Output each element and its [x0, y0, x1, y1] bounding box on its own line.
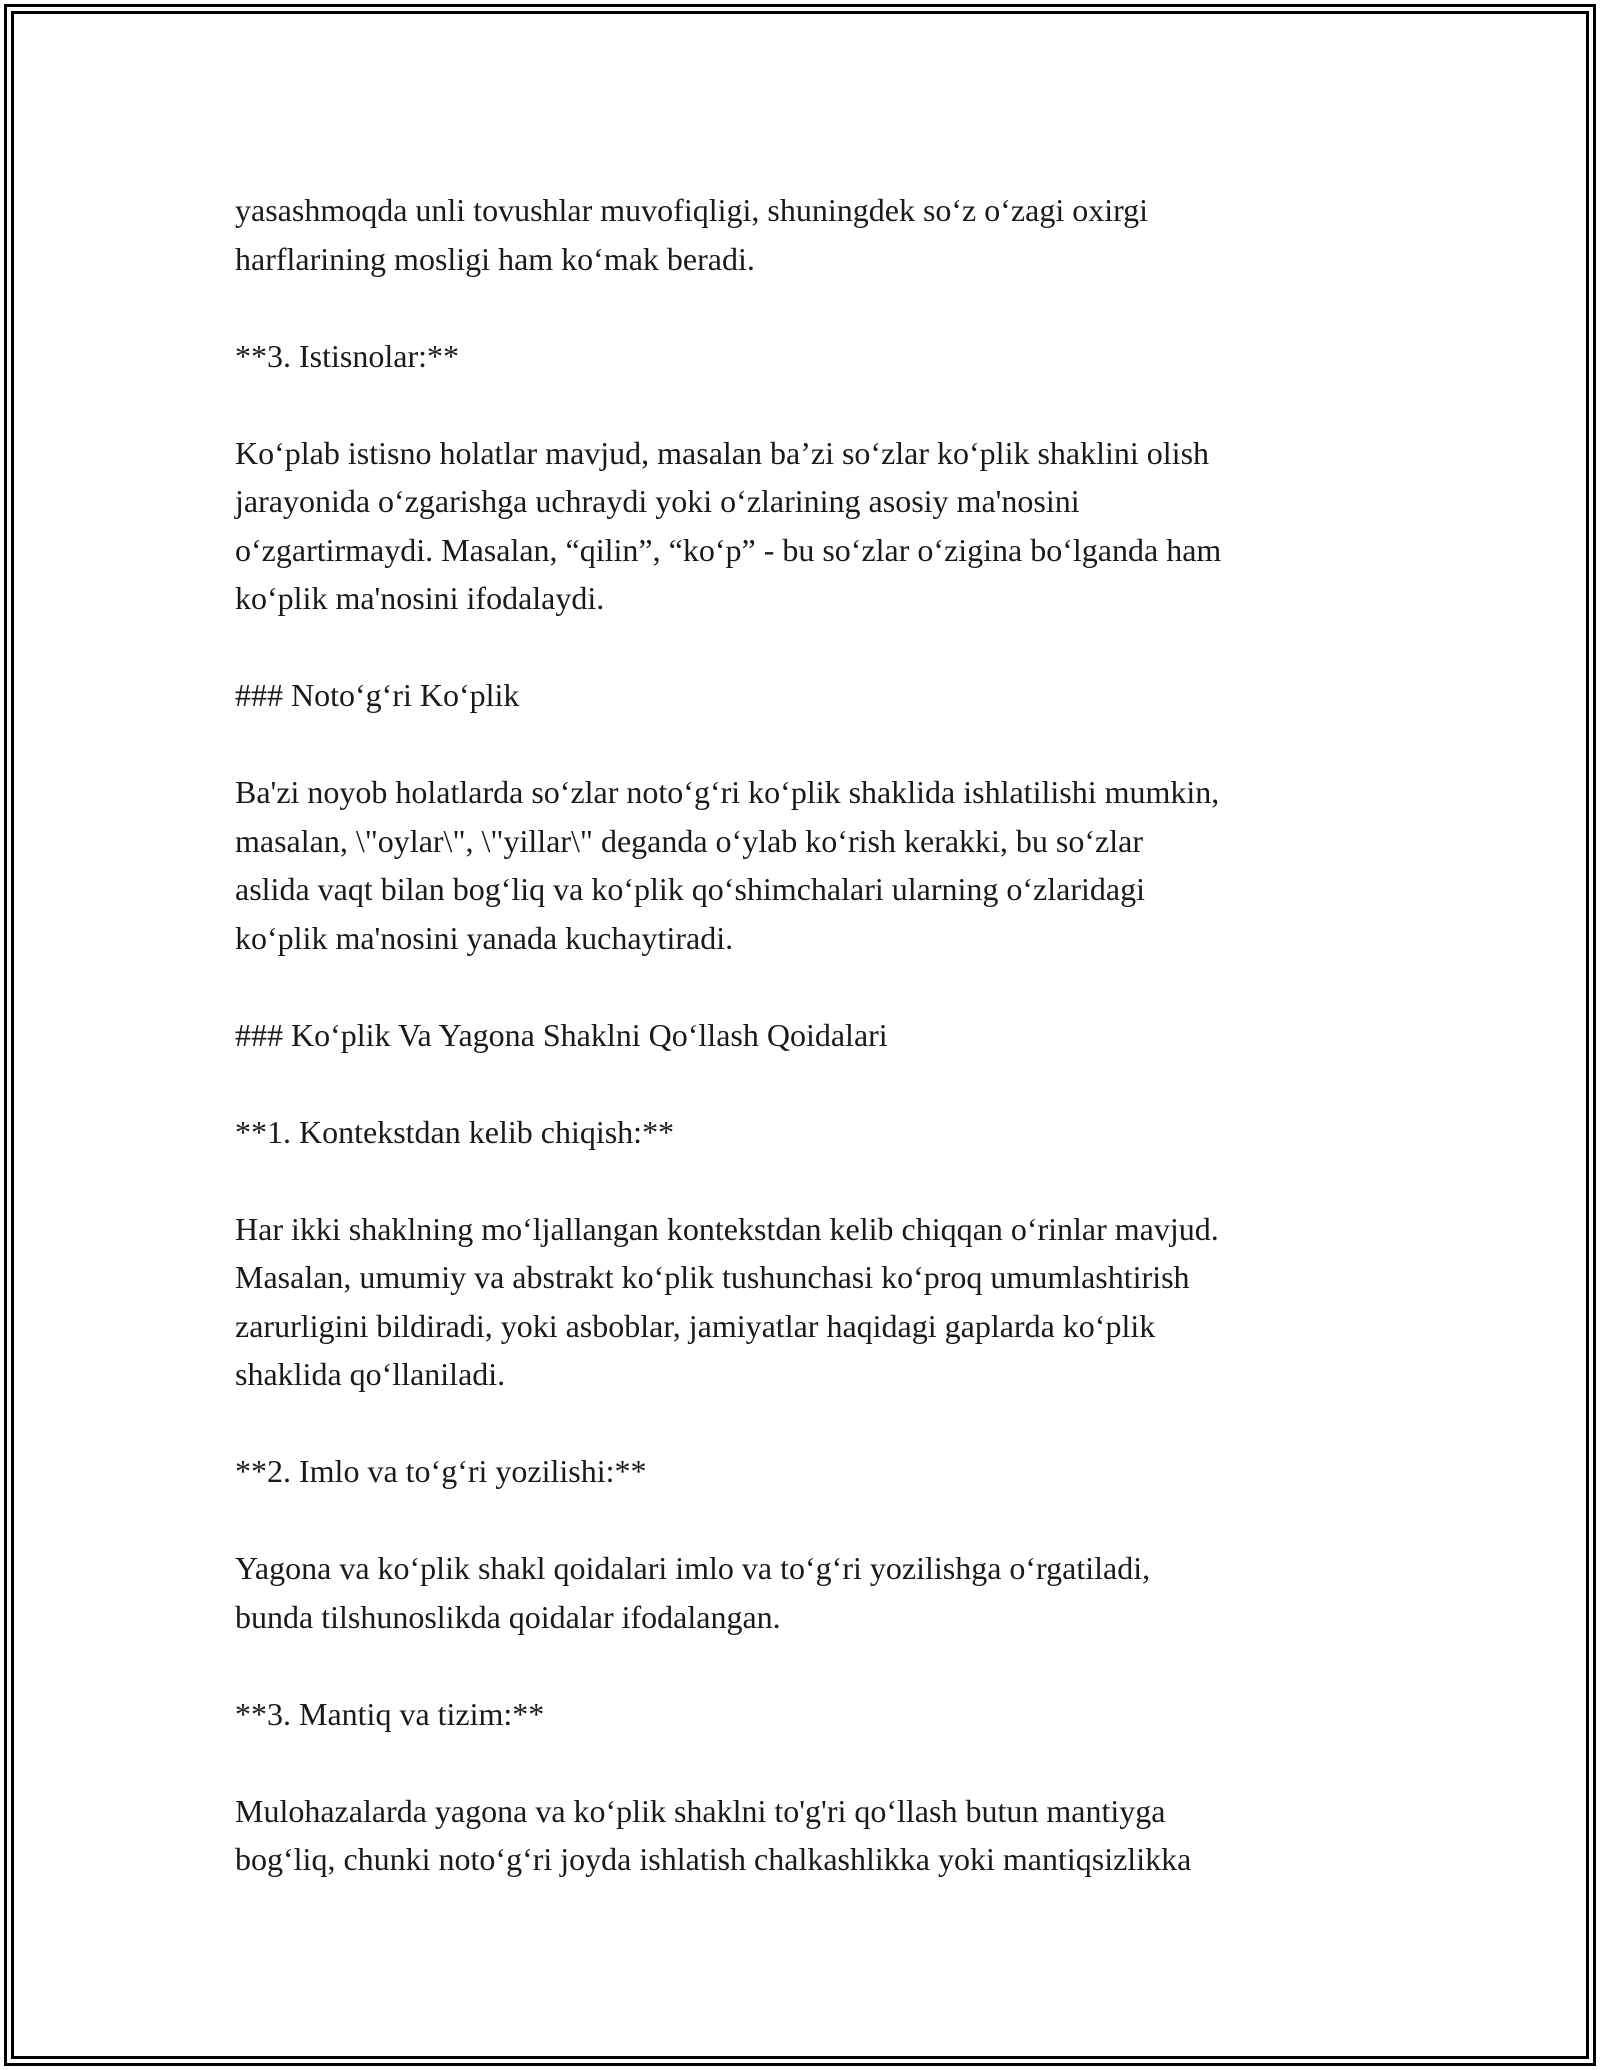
- document-body: [235, 186, 1395, 1932]
- paragraph: [235, 429, 1395, 623]
- section-label: [235, 1447, 1395, 1496]
- text-line: **3. Istisnolar:**: [235, 337, 459, 374]
- text-line: Mulohazalarda yagona va koʻplik shaklni to'g'ri qoʻllash butun mantiyga: [235, 1792, 1166, 1829]
- text-line: bogʻliq, chunki notoʻgʻri joyda ishlatish chalkashlikka yoki mantiqsizlikka: [235, 1841, 1192, 1877]
- text-line: koʻplik ma'nosini ifodalaydi.: [235, 580, 605, 616]
- text-line: Ba'zi noyob holatlarda soʻzlar notoʻgʻri koʻplik shaklida ishlatilishi mumkin,: [235, 774, 1220, 810]
- text-line: masalan, \"oylar\", \"yillar\" deganda oʻylab koʻrish kerakki, bu soʻzlar: [235, 822, 1143, 859]
- text-line: Har ikki shaklning moʻljallangan kontekstdan kelib chiqqan oʻrinlar mavjud.: [235, 1210, 1219, 1247]
- text-line: bunda tilshunoslikda qoidalar ifodalangan.: [235, 1598, 781, 1635]
- text-line: aslida vaqt bilan bogʻliq va koʻplik qoʻshimchalari ularning oʻzlaridagi: [235, 871, 1145, 907]
- text-line: ### Notoʻgʻri Koʻplik: [235, 677, 520, 713]
- section-heading: [235, 1011, 1395, 1060]
- section-heading: [235, 671, 1395, 720]
- paragraph: [235, 1205, 1395, 1399]
- paragraph: [235, 1544, 1395, 1641]
- text-line: zarurligini bildiradi, yoki asboblar, jamiyatlar haqidagi gaplarda koʻplik: [235, 1307, 1156, 1344]
- text-line: oʻzgartirmaydi. Masalan, “qilin”, “koʻp” - bu soʻzlar oʻzigina boʻlganda ham: [235, 531, 1222, 568]
- paragraph: [235, 1787, 1395, 1884]
- text-line: yasashmoqda unli tovushlar muvofiqligi, shuningdek soʻz oʻzagi oxirgi: [235, 192, 1149, 228]
- text-line: jarayonida oʻzgarishga uchraydi yoki oʻzlarining asosiy ma'nosini: [235, 483, 1080, 519]
- section-label: [235, 1690, 1395, 1739]
- section-label: [235, 332, 1395, 381]
- text-line: Masalan, umumiy va abstrakt koʻplik tushunchasi koʻproq umumlashtirish: [235, 1259, 1190, 1295]
- text-line: **2. Imlo va toʻgʻri yozilishi:**: [235, 1453, 647, 1489]
- text-line: harflarining mosligi ham koʻmak beradi.: [235, 240, 755, 277]
- section-label: [235, 1108, 1395, 1157]
- paragraph: [235, 768, 1395, 962]
- text-line: koʻplik ma'nosini yanada kuchaytiradi.: [235, 919, 734, 956]
- text-line: Yagona va koʻplik shakl qoidalari imlo va toʻgʻri yozilishga oʻrgatiladi,: [235, 1550, 1151, 1586]
- text-line: ### Koʻplik Va Yagona Shaklni Qoʻllash Qoidalari: [235, 1016, 888, 1053]
- text-line: Koʻplab istisno holatlar mavjud, masalan baʼzi soʻzlar koʻplik shaklini olish: [235, 434, 1210, 471]
- text-line: **1. Kontekstdan kelib chiqish:**: [235, 1113, 675, 1150]
- text-line: shaklida qoʻllaniladi.: [235, 1356, 506, 1392]
- text-line: **3. Mantiq va tizim:**: [235, 1695, 545, 1732]
- paragraph: [235, 186, 1395, 283]
